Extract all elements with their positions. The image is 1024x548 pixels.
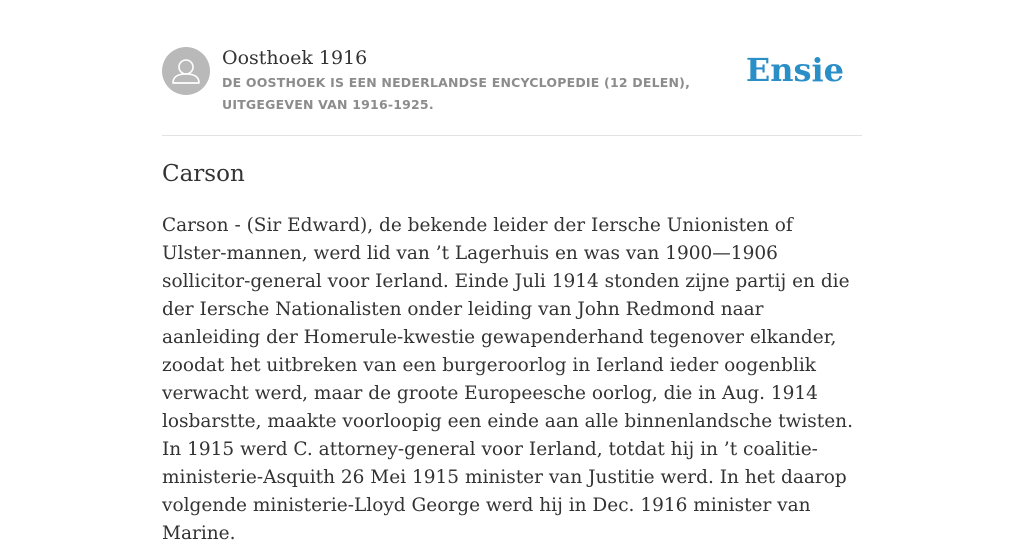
avatar[interactable] — [162, 47, 210, 95]
article-body: Carson - (Sir Edward), de bekende leider der Iersche Unionisten of Ulster-mannen, werd lid van ’t Lagerhuis en was van 1900—1906 sollicitor-general voor Ierland. Einde Juli 1914 stonden zijne partij en die der Iersche Nationalisten onder leiding van John Redmond naar aanleiding der Homerule-kwestie gewapenderhand tegenover elkander, zoodat het uitbreken van een burgeroorlog in Ierland ieder oogenblik verwacht werd, maar de groote Europeesche oorlog, die in Aug. 1914 losbarstte, maakte voorloopig een einde aan alle binnenlandsche twisten. In 1915 werd C. attorney-general voor Ierland, totdat hij in ’t coalitie-ministerie-Asquith 26 Mei 1915 minister van Justitie werd. In het daarop volgende ministerie-Lloyd George werd hij in Dec. 1916 minister van Marine. — [162, 215, 853, 544]
user-icon — [162, 47, 210, 95]
header-divider — [162, 135, 862, 136]
brand-logo[interactable]: Ensie — [745, 51, 844, 89]
source-description: DE OOSTHOEK IS EEN NEDERLANDSE ENCYCLOPEDIE (12 DELEN), UITGEGEVEN VAN 1916-1925. — [222, 75, 691, 112]
source-header — [162, 46, 862, 136]
article-title: Carson — [162, 161, 245, 187]
source-title[interactable]: Oosthoek 1916 — [222, 47, 368, 69]
